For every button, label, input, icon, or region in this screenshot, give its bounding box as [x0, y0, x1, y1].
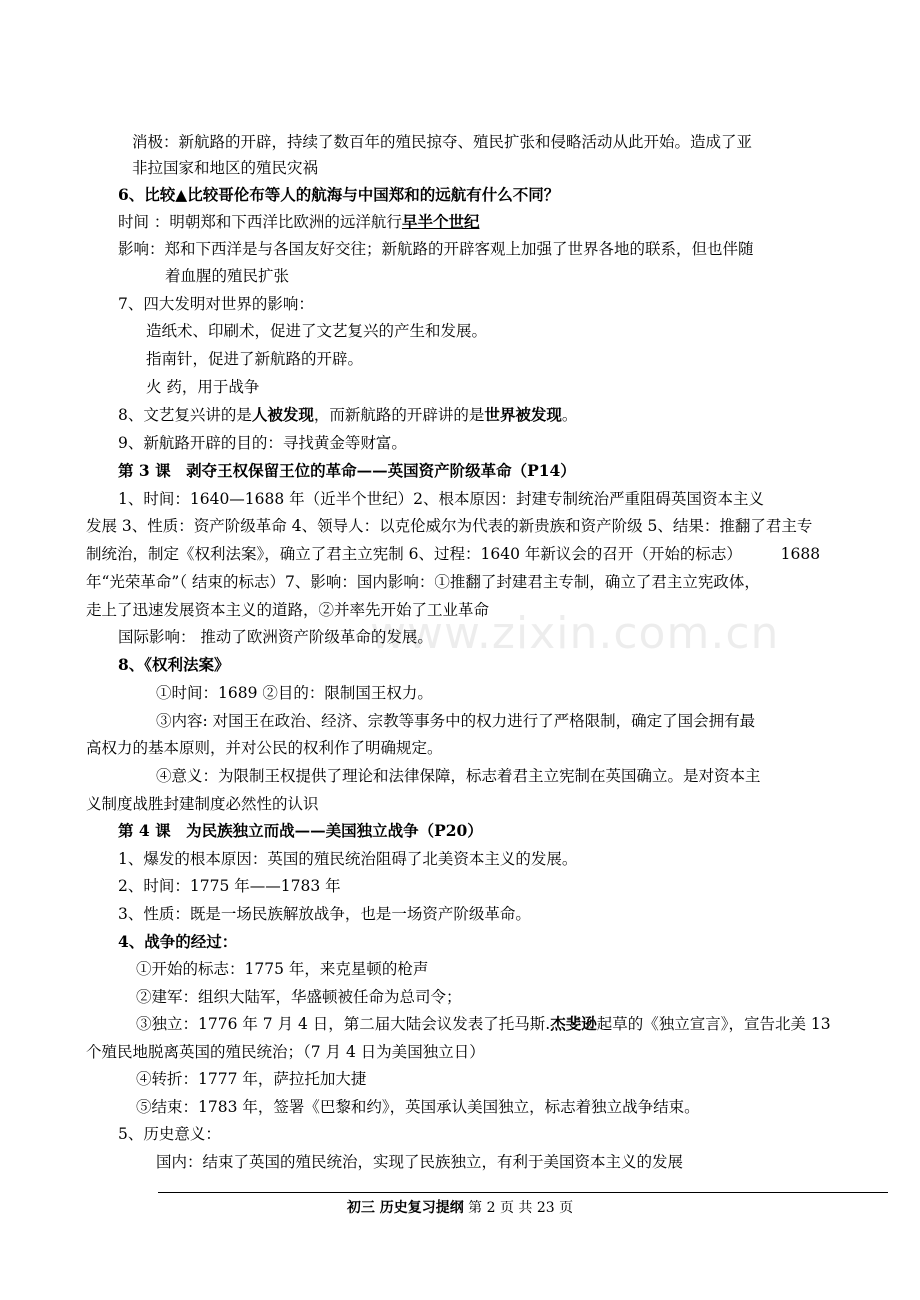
text-line: ①时间：1689 ②目的：限制国王权力。	[156, 684, 433, 702]
emphasis-text: 杰斐逊	[550, 1014, 597, 1033]
text-line: 火 药，用于战争	[146, 378, 260, 396]
text-line: 影响：郑和下西洋是与各国友好交往；新航路的开辟客观上加强了世界各地的联系，但也伴随	[118, 240, 754, 258]
text-span: ③独立：1776 年 7 月 4 日，第二届大陆会议发表了托马斯.	[136, 1015, 551, 1033]
lesson-heading: 第 3 课 剥夺王权保留王位的革命——英国资产阶级革命（P14）	[118, 461, 576, 480]
text-line: 3、性质：既是一场民族解放战争，也是一场资产阶级革命。	[118, 905, 531, 923]
text-line: ⑤结束：1783 年，签署《巴黎和约》，英国承认美国独立，标志着独立战争结束。	[136, 1098, 700, 1116]
footer-rule	[158, 1192, 888, 1193]
text-line: ②建军：组织大陆军，华盛顿被任命为总司令；	[136, 988, 462, 1006]
text-line	[118, 405, 577, 425]
text-line: 发展 3、性质：资产阶级革命 4、领导人：以克伦威尔为代表的新贵族和资产阶级 5、结果：推翻了君主专	[86, 517, 813, 535]
text-line	[136, 1014, 831, 1034]
text-line: 2、时间：1775 年——1783 年	[118, 877, 341, 895]
text-line: 造纸术、印刷术，促进了文艺复兴的产生和发展。	[146, 322, 488, 340]
text-line: 1、爆发的根本原因：英国的殖民统治阻碍了北美资本主义的发展。	[118, 850, 578, 868]
text-line: 走上了迅速发展资本主义的道路，②并率先开始了工业革命	[86, 601, 490, 619]
footer-title: 初三 历史复习提纲	[346, 1200, 464, 1216]
section-heading: 4、战争的经过：	[118, 932, 238, 951]
text-line: ①开始的标志：1775 年，来克星顿的枪声	[136, 960, 429, 978]
text-line: 义制度战胜封建制度必然性的认识	[86, 795, 319, 813]
text-line: 个殖民地脱离英国的殖民统治；（7 月 4 日为美国独立日）	[86, 1043, 485, 1061]
text-line: ③内容: 对国王在政治、经济、宗教等事务中的权力进行了严格限制，确定了国会拥有最	[156, 712, 756, 730]
section-heading: 8、《权利法案》	[118, 655, 230, 674]
text-line: 指南针，促进了新航路的开辟。	[146, 350, 364, 368]
emphasis-text: 世界被发现	[484, 405, 562, 424]
emphasis-text: 人被发现	[251, 405, 314, 424]
text-span: 。	[561, 406, 578, 424]
text-line: 非拉国家和地区的殖民灾祸	[132, 159, 319, 177]
text-line: 1、时间：1640—1688 年（近半个世纪）2、根本原因：封建专制统治严重阻碍英国资本主义	[118, 490, 765, 508]
text-line: 国际影响： 推动了欧洲资产阶级革命的发展。	[118, 628, 433, 646]
text-span: ，而新航路的开辟讲的是	[313, 406, 485, 424]
text-span: 起草的《独立宣言》，宣告北美 13	[596, 1015, 831, 1033]
text-line: 消极：新航路的开辟，持续了数百年的殖民掠夺、殖民扩张和侵略活动从此开始。造成了亚	[132, 133, 753, 151]
lesson-heading: 第 4 课 为民族独立而战——美国独立战争（P20）	[118, 821, 483, 840]
text-line: 高权力的基本原则，并对公民的权利作了明确规定。	[86, 739, 443, 757]
text-line: 9、新航路开辟的目的：寻找黄金等财富。	[118, 434, 407, 452]
text-line: 制统治，制定《权利法案》，确立了君主立宪制 6、过程：1640 年新议会的召开（开始的标志） 1688	[86, 545, 821, 563]
emphasis-text: 早半个世纪	[401, 212, 480, 231]
page-footer	[0, 1197, 920, 1217]
watermark: www.zixin.com.cn	[370, 608, 780, 659]
text-line: 年“光荣革命”（ 结束的标志）7、影响：国内影响：①推翻了封建君主专制，确立了君主立宪政体，	[86, 573, 760, 591]
text-line: ④意义：为限制王权提供了理论和法律保障，标志着君主立宪制在英国确立。是对资本主	[156, 767, 761, 785]
question-heading: 6、比较▲比较哥伦布等人的航海与中国郑和的远航有什么不同？	[118, 185, 560, 204]
text-line: 7、四大发明对世界的影响：	[118, 295, 314, 313]
text-line: 着血腥的殖民扩张	[165, 267, 290, 285]
text-line: ④转折：1777 年，萨拉托加大捷	[136, 1070, 367, 1088]
footer-page-number: 第 2 页 共 23 页	[468, 1200, 574, 1216]
text-span: 8、文艺复兴讲的是	[118, 406, 252, 424]
text-span: 时间 ：明朝郑和下西洋比欧洲的远洋航行	[118, 213, 402, 231]
text-line	[118, 212, 479, 232]
text-line: 5、历史意义：	[118, 1125, 221, 1143]
text-line: 国内：结束了英国的殖民统治，实现了民族独立，有利于美国资本主义的发展	[156, 1153, 684, 1171]
